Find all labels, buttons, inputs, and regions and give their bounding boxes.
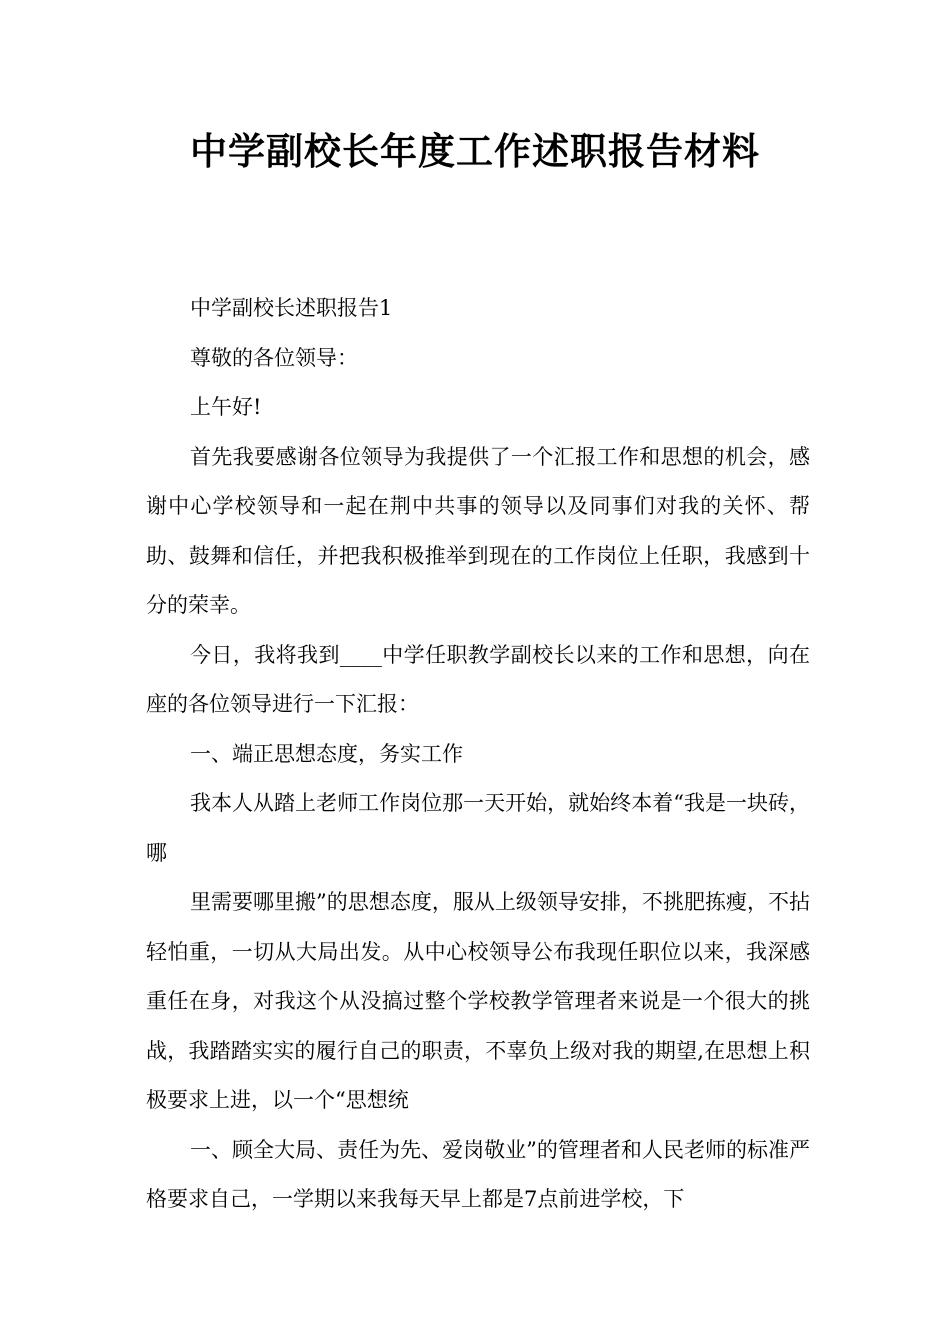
paragraph-greeting: 上午好! <box>190 395 262 419</box>
document-body <box>146 284 810 1225</box>
paragraph-attitude-continued: 里需要哪里搬”的思想态度，服从上级领导安排，不挑肥拣瘦，不拈轻怕重，一切从大局出发。从中心校领导公布我现任职位以来，我深感重任在身，对我这个从没搞过整个学校教学管理者来说是一个很大的挑战，我踏踏实实的履行自己的职责，不辜负上级对我的期望,在思想上积极要求上进，以一个“思想统 <box>146 890 810 1112</box>
paragraph-salutation: 尊敬的各位领导： <box>190 345 358 370</box>
paragraph-thanks: 首先我要感谢各位领导为我提供了一个汇报工作和思想的机会，感谢中心学校领导和一起在荆中共事的领导以及同事们对我的关怀、帮助、鼓舞和信任，并把我积极推举到现在的工作岗位上任职，我感到十分的荣幸。 <box>146 444 810 617</box>
paragraph-intro: 今日，我将我到____中学任职教学副校长以来的工作和思想，向在座的各位领导进行一下汇报： <box>146 642 810 716</box>
document-title: 中学副校长年度工作述职报告材料 <box>190 130 760 173</box>
section-heading-1: 一、端正思想态度，务实工作 <box>190 741 463 766</box>
paragraph-standards: 一、顾全大局、责任为先、爱岗敬业”的管理者和人民老师的标准严格要求自己，一学期以来我每天早上都是7点前进学校，下 <box>146 1137 810 1211</box>
paragraph-report-heading: 中学副校长述职报告1 <box>190 296 393 320</box>
paragraph-attitude-start: 我本人从踏上老师工作岗位那一天开始，就始终本着“我是一块砖，哪 <box>146 791 810 865</box>
